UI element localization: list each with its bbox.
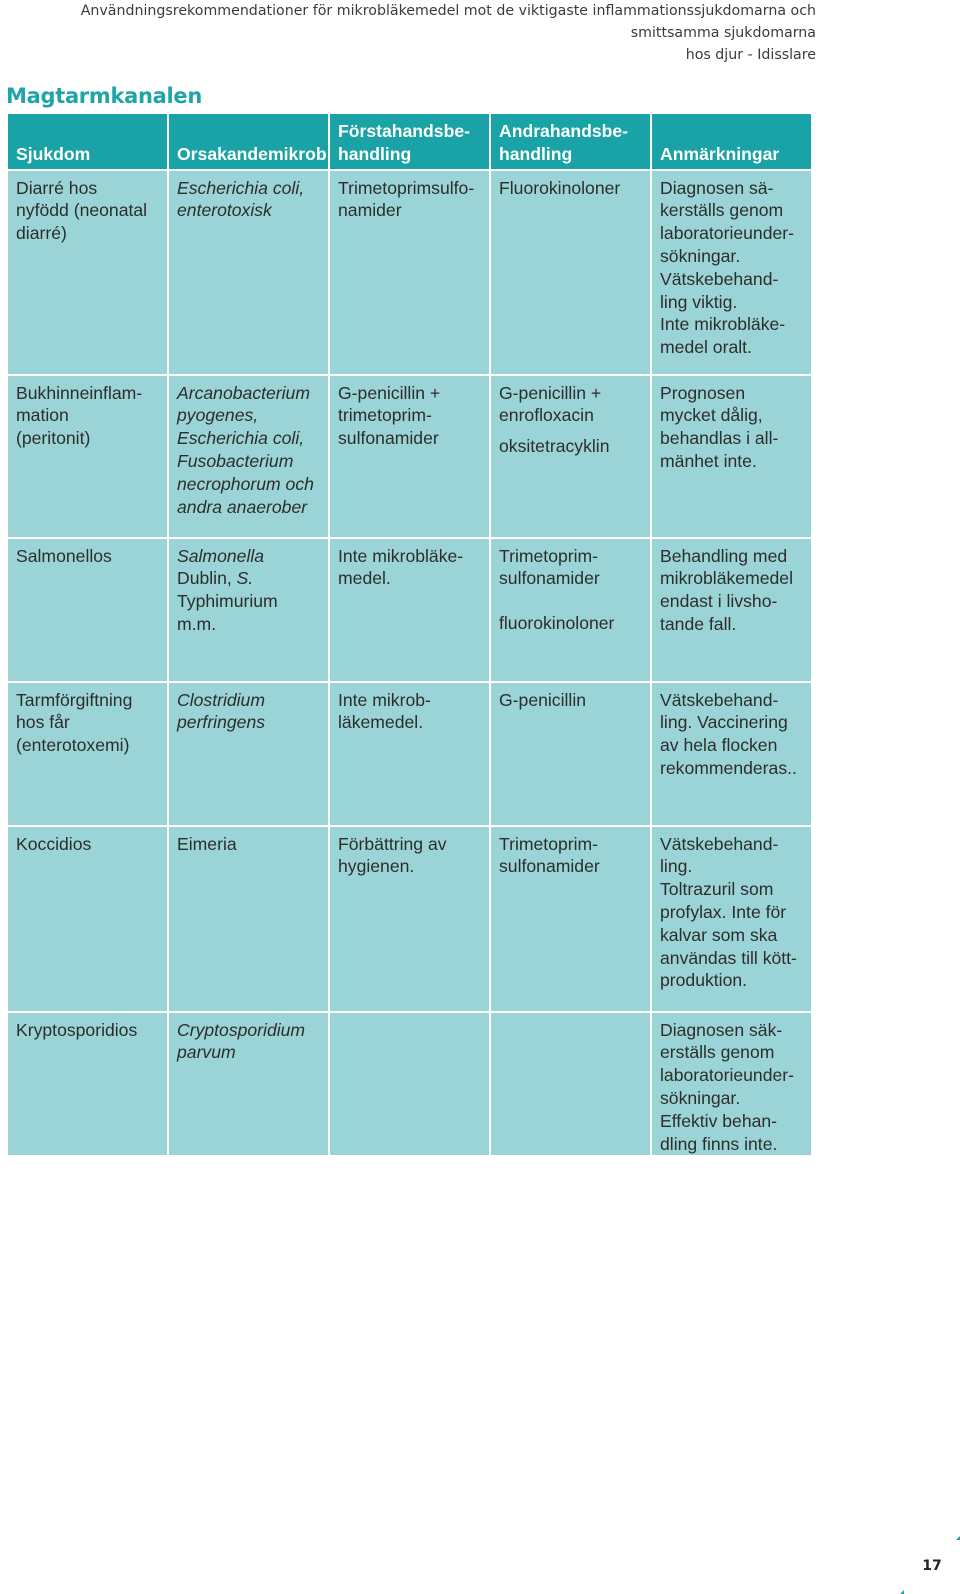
text-line: (enterotoxemi)	[16, 735, 130, 756]
text-line: sulfonamider	[338, 428, 439, 449]
table-row	[7, 375, 812, 538]
text-line: hos får	[16, 712, 70, 733]
text-line: dling finns inte.	[660, 1133, 778, 1154]
cell-first-treatment	[329, 170, 490, 375]
text-line: Förbättring av	[338, 833, 447, 854]
text-line: pyogenes,	[177, 405, 259, 426]
text-line: sökningar.	[660, 1087, 741, 1108]
text-line: kerställs genom	[660, 200, 784, 221]
text-line: Inte mikrobläke-	[338, 545, 464, 566]
page-number: 17	[922, 1558, 942, 1574]
text-line: Toltrazuril som	[660, 879, 774, 900]
text-line: Diagnosen sä-	[660, 177, 774, 198]
text-line: laboratorieunder-	[660, 223, 794, 244]
cell-second-treatment	[490, 375, 651, 538]
text-line: Inte mikrobläke-	[660, 314, 786, 335]
header-second-line-treatment	[490, 113, 651, 170]
cell-remarks	[651, 375, 812, 538]
text-line: Clostridium	[177, 689, 265, 710]
cell-remarks	[651, 682, 812, 826]
text-line: Fluorokinoloner	[499, 177, 621, 198]
text-line: Fusobacterium	[177, 450, 294, 471]
text-line: Effektiv behan-	[660, 1110, 778, 1131]
second-treatment-alt	[499, 612, 642, 635]
text-line: handling	[499, 143, 573, 164]
text-line: Eimeria	[177, 833, 237, 854]
text-line: mikrob	[267, 143, 327, 164]
text-line: av hela flocken	[660, 735, 778, 756]
table-header-row	[7, 113, 812, 170]
microbe-genus: Salmonella	[177, 545, 265, 566]
text-line: sökningar.	[660, 245, 741, 266]
cell-first-treatment	[329, 826, 490, 1012]
table-row	[7, 170, 812, 375]
text-line: Tarmförgiftning	[16, 689, 133, 710]
text-line: behandlas i all-	[660, 428, 779, 449]
text-line: Diarré hos	[16, 177, 98, 198]
running-head-line1: Användningsrekommendationer för mikrobläkemedel mot de viktigaste inflammationssjukdomarna och smittsamma sjukdomarna	[80, 3, 816, 41]
text-line: Prognosen	[660, 382, 746, 403]
cell-microbe	[168, 682, 329, 826]
table-row	[7, 826, 812, 1012]
text-line: Förstahandsbe-	[338, 121, 470, 141]
text-line: Vätskebehand-	[660, 833, 779, 854]
microbe-serovar-dublin: Dublin,	[177, 568, 237, 589]
header-disease	[7, 113, 168, 170]
text-line: Arcanobacterium	[177, 382, 310, 403]
text-line: Escherichia coli,	[177, 428, 305, 449]
text-line: laboratorieunder-	[660, 1065, 794, 1086]
text-line: medel.	[338, 568, 391, 589]
cell-disease	[7, 538, 168, 682]
table-row	[7, 682, 812, 826]
cell-second-treatment	[490, 538, 651, 682]
text-line: G-penicillin +	[499, 382, 602, 403]
text-line: necrophorum och	[177, 473, 314, 494]
text-line: Trimetoprim-	[499, 833, 599, 854]
cell-microbe	[168, 826, 329, 1012]
cell-disease	[7, 826, 168, 1012]
cell-microbe	[168, 538, 329, 682]
text-line: nyfödd (neonatal	[16, 200, 148, 221]
text-line: Vätskebehand-	[660, 689, 779, 710]
text-line: andra anaerober	[177, 496, 308, 517]
cell-remarks	[651, 826, 812, 1012]
text-line: handling	[338, 143, 412, 164]
text-line: trimetoprim-	[338, 405, 432, 426]
table-row	[7, 538, 812, 682]
microbe-etc: m.m.	[177, 613, 217, 634]
cell-microbe	[168, 170, 329, 375]
header-first-line-treatment	[329, 113, 490, 170]
text-line: erställs genom	[660, 1042, 775, 1063]
text-line: Escherichia coli,	[177, 177, 305, 198]
text-line: hygienen.	[338, 856, 415, 877]
text-line: Anmärkningar	[660, 143, 780, 164]
text-line: endast i livsho-	[660, 591, 778, 612]
text-line: produktion.	[660, 970, 748, 991]
cell-disease	[7, 1012, 168, 1157]
cell-first-treatment	[329, 682, 490, 826]
text-line: sulfonamider	[499, 568, 600, 589]
text-line: Trimetoprimsulfo-	[338, 177, 475, 198]
microbe-serovar-line	[177, 567, 320, 590]
text-line: Cryptosporidium	[177, 1019, 306, 1040]
text-line: medel oralt.	[660, 337, 752, 358]
text-line: läkemedel.	[338, 712, 424, 733]
cell-disease	[7, 170, 168, 375]
text-line: Koccidios	[16, 833, 92, 854]
text-line: Trimetoprim-	[499, 545, 599, 566]
table-row	[7, 1012, 812, 1157]
text-line: namider	[338, 200, 402, 221]
text-line: (peritonit)	[16, 428, 91, 449]
text-line: perfringens	[177, 712, 266, 733]
running-head	[16, 0, 816, 66]
text-line: tande fall.	[660, 613, 737, 634]
cell-disease	[7, 375, 168, 538]
text-line: oksitetracyklin	[499, 436, 610, 457]
text-line: G-penicillin	[499, 689, 587, 710]
cell-second-treatment	[490, 826, 651, 1012]
cell-first-treatment	[329, 375, 490, 538]
text-line: Inte mikrob-	[338, 689, 431, 710]
text-line: Salmonellos	[16, 545, 112, 566]
text-line: sulfonamider	[499, 856, 600, 877]
cell-second-treatment	[490, 170, 651, 375]
text-line: diarré)	[16, 223, 67, 244]
cell-remarks	[651, 170, 812, 375]
text-line: ling. Vaccinering	[660, 712, 788, 733]
text-line: mycket dålig,	[660, 405, 763, 426]
cell-disease	[7, 682, 168, 826]
text-line: Kryptosporidios	[16, 1019, 138, 1040]
cell-second-treatment	[490, 682, 651, 826]
cell-first-treatment	[329, 1012, 490, 1157]
header-remarks	[651, 113, 812, 170]
text-line: Diagnosen säk-	[660, 1019, 783, 1040]
cell-microbe	[168, 375, 329, 538]
microbe-species-abbrev: S.	[236, 568, 254, 589]
cell-microbe	[168, 1012, 329, 1157]
text-line: Behandling med	[660, 545, 788, 566]
text-line: enrofloxacin	[499, 405, 594, 426]
text-line: Orsakande	[177, 143, 268, 164]
text-line: G-penicillin +	[338, 382, 441, 403]
text-line: enterotoxisk	[177, 200, 272, 221]
text-line: Vätskebehand-	[660, 268, 779, 289]
microbe-serovar-typhimurium: Typhimurium	[177, 591, 278, 612]
text-line: mänhet inte.	[660, 450, 757, 471]
cell-remarks	[651, 1012, 812, 1157]
text-line: mation	[16, 405, 69, 426]
text-line: rekommenderas..	[660, 757, 797, 778]
text-line: parvum	[177, 1042, 236, 1063]
second-treatment-main	[499, 382, 642, 428]
text-line: användas till kött-	[660, 947, 797, 968]
text-line: Andrahandsbe-	[499, 121, 629, 141]
cell-first-treatment	[329, 538, 490, 682]
text-line: fluorokinoloner	[499, 613, 615, 634]
section-title: Magtarmkanalen	[6, 84, 202, 108]
second-treatment-alt	[499, 435, 642, 458]
second-treatment-main	[499, 545, 642, 591]
treatment-table	[6, 112, 813, 1157]
text-line: Bukhinneinflam-	[16, 382, 143, 403]
header-microbe	[168, 113, 329, 170]
text-line: kalvar som ska	[660, 924, 778, 945]
text-line: profylax. Inte för	[660, 901, 787, 922]
text-line: Sjukdom	[16, 143, 91, 164]
text-line: mikrobläkemedel	[660, 568, 793, 589]
cell-remarks	[651, 538, 812, 682]
text-line: ling viktig.	[660, 291, 738, 312]
text-line: ling.	[660, 856, 693, 877]
running-head-line2: hos djur - Idisslare	[685, 47, 816, 63]
cell-second-treatment	[490, 1012, 651, 1157]
